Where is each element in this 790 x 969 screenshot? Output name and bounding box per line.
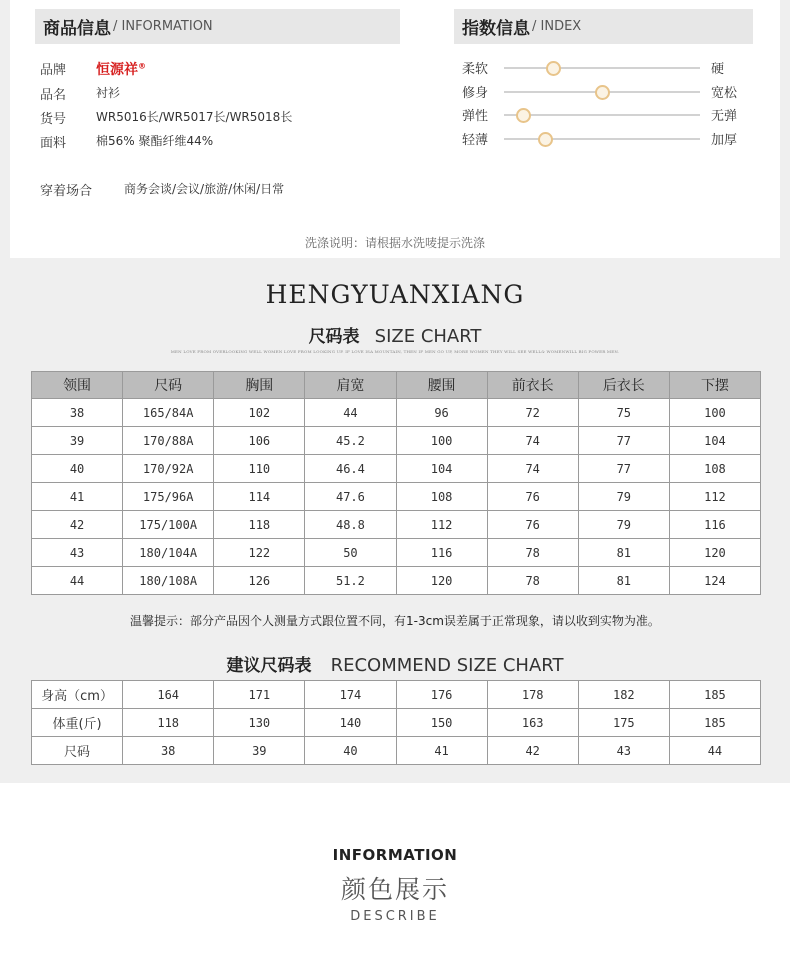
column-header: 腰围 <box>396 372 487 399</box>
info-key: 品名 <box>40 88 67 103</box>
table-cell: 45.2 <box>305 427 396 455</box>
row-label: 体重(斤) <box>32 709 123 737</box>
column-header: 后衣长 <box>578 372 669 399</box>
table-cell: 108 <box>396 483 487 511</box>
table-cell: 39 <box>214 737 305 765</box>
index-right-label: 加厚 <box>711 133 738 148</box>
column-header: 前衣长 <box>487 372 578 399</box>
describe-subheading: DESCRIBE <box>350 909 440 924</box>
index-row-fit <box>462 82 752 102</box>
recommend-title-en: RECOMMEND SIZE CHART <box>330 655 564 676</box>
table-cell: 118 <box>123 709 214 737</box>
table-cell: 39 <box>32 427 123 455</box>
table-cell: 120 <box>396 567 487 595</box>
index-marker <box>516 108 531 123</box>
table-cell: 44 <box>669 737 760 765</box>
table-cell: 178 <box>487 681 578 709</box>
table-cell: 76 <box>487 511 578 539</box>
table-cell: 104 <box>396 455 487 483</box>
table-cell: 165/84A <box>123 399 214 427</box>
column-header: 下摆 <box>669 372 760 399</box>
row-label: 身高（cm） <box>32 681 123 709</box>
table-cell: 77 <box>578 427 669 455</box>
table-row <box>32 483 761 511</box>
table-cell: 116 <box>396 539 487 567</box>
table-cell: 38 <box>32 399 123 427</box>
info-value: 商务会谈/会议/旅游/休闲/日常 <box>124 182 285 196</box>
index-row-elasticity <box>462 105 752 125</box>
table-cell: 79 <box>578 511 669 539</box>
table-cell: 174 <box>305 681 396 709</box>
index-track <box>504 114 700 116</box>
tagline: MEN LOVE FROM OVERLOOKING WELL WOMEN LOVE FROM LOOKING UP. IF LOVE ISA MOUNTAIN, THEN IF MEN GO UP, MORE WOMEN THEY WILL SEE WELL& WOMENWILL BIG POWER MEN. <box>170 349 620 354</box>
table-cell: 74 <box>487 427 578 455</box>
table-cell: 182 <box>578 681 669 709</box>
column-header: 胸围 <box>214 372 305 399</box>
table-cell: 180/108A <box>123 567 214 595</box>
size-chart-title-en: SIZE CHART <box>374 326 482 347</box>
info-value: 衬衫 <box>96 86 121 100</box>
size-table <box>31 371 761 595</box>
index-marker <box>595 85 610 100</box>
table-row <box>32 399 761 427</box>
table-cell: 78 <box>487 567 578 595</box>
size-chart-title <box>0 322 790 347</box>
info-row-brand <box>40 59 146 79</box>
index-right-label: 硬 <box>711 62 725 77</box>
table-cell: 78 <box>487 539 578 567</box>
info-row-fabric <box>40 132 213 151</box>
brand-wordmark: HENGYUANXIANG <box>265 280 525 309</box>
table-cell: 50 <box>305 539 396 567</box>
table-cell: 43 <box>578 737 669 765</box>
index-track <box>504 67 700 69</box>
table-cell: 42 <box>32 511 123 539</box>
table-cell: 112 <box>669 483 760 511</box>
table-cell: 163 <box>487 709 578 737</box>
index-row-softness <box>462 58 752 78</box>
wash-note: 洗涤说明：请根据水洗唛提示洗涤 <box>304 236 485 250</box>
table-cell: 51.2 <box>305 567 396 595</box>
table-cell: 116 <box>669 511 760 539</box>
table-row <box>32 737 761 765</box>
table-cell: 79 <box>578 483 669 511</box>
recommend-title <box>0 651 790 676</box>
table-cell: 185 <box>669 681 760 709</box>
table-cell: 77 <box>578 455 669 483</box>
table-cell: 47.6 <box>305 483 396 511</box>
table-cell: 40 <box>32 455 123 483</box>
table-cell: 130 <box>214 709 305 737</box>
recommend-table <box>31 680 761 765</box>
table-cell: 180/104A <box>123 539 214 567</box>
index-track <box>504 138 700 140</box>
table-cell: 44 <box>32 567 123 595</box>
table-row <box>32 567 761 595</box>
table-cell: 42 <box>487 737 578 765</box>
info-key: 面料 <box>40 136 67 151</box>
index-left-label: 轻薄 <box>462 133 489 148</box>
size-chart-title-cn: 尺码表 <box>308 327 360 347</box>
table-cell: 112 <box>396 511 487 539</box>
table-cell: 170/88A <box>123 427 214 455</box>
table-cell: 104 <box>669 427 760 455</box>
table-row <box>32 539 761 567</box>
size-tip: 温馨提示：部分产品因个人测量方式跟位置不同，有1-3cm误差属于正常现象，请以收到实物为准。 <box>130 614 660 628</box>
brand-name: 恒源祥® <box>96 61 146 78</box>
row-label: 尺码 <box>32 737 123 765</box>
index-left-label: 柔软 <box>462 62 489 77</box>
table-cell: 100 <box>669 399 760 427</box>
table-cell: 81 <box>578 567 669 595</box>
product-info-subtitle: / INFORMATION <box>113 19 213 34</box>
info-row-occasion <box>40 180 284 199</box>
info-row-name <box>40 84 120 103</box>
index-info-title: 指数信息 <box>462 19 530 39</box>
table-row <box>32 427 761 455</box>
describe-heading-cn: 颜色展示 <box>340 875 449 904</box>
index-right-label: 无弹 <box>711 109 738 124</box>
table-cell: 72 <box>487 399 578 427</box>
table-cell: 38 <box>123 737 214 765</box>
table-cell: 122 <box>214 539 305 567</box>
table-cell: 150 <box>396 709 487 737</box>
index-row-thickness <box>462 129 752 149</box>
table-cell: 96 <box>396 399 487 427</box>
info-key: 货号 <box>40 112 67 127</box>
column-header: 肩宽 <box>305 372 396 399</box>
table-cell: 74 <box>487 455 578 483</box>
info-key: 品牌 <box>40 63 67 78</box>
table-cell: 170/92A <box>123 455 214 483</box>
table-cell: 124 <box>669 567 760 595</box>
table-cell: 164 <box>123 681 214 709</box>
column-header: 领围 <box>32 372 123 399</box>
table-cell: 44 <box>305 399 396 427</box>
table-cell: 76 <box>487 483 578 511</box>
table-cell: 175/100A <box>123 511 214 539</box>
index-marker <box>538 132 553 147</box>
table-header-row <box>32 372 761 399</box>
table-cell: 46.4 <box>305 455 396 483</box>
table-cell: 48.8 <box>305 511 396 539</box>
product-info-header <box>35 9 400 44</box>
table-cell: 75 <box>578 399 669 427</box>
table-cell: 41 <box>396 737 487 765</box>
table-cell: 118 <box>214 511 305 539</box>
size-chart-section <box>0 270 790 783</box>
table-cell: 41 <box>32 483 123 511</box>
table-cell: 140 <box>305 709 396 737</box>
table-cell: 126 <box>214 567 305 595</box>
table-cell: 110 <box>214 455 305 483</box>
registered-mark: ® <box>138 61 146 71</box>
index-left-label: 弹性 <box>462 109 489 124</box>
info-key: 穿着场合 <box>40 184 93 199</box>
describe-heading-en: INFORMATION <box>332 846 458 864</box>
table-cell: 81 <box>578 539 669 567</box>
recommend-title-cn: 建议尺码表 <box>226 656 312 676</box>
table-cell: 43 <box>32 539 123 567</box>
table-cell: 120 <box>669 539 760 567</box>
table-cell: 175 <box>578 709 669 737</box>
table-cell: 176 <box>396 681 487 709</box>
index-left-label: 修身 <box>462 86 489 101</box>
info-value: 棉56% 聚酯纤维44% <box>96 134 214 148</box>
index-marker <box>546 61 561 76</box>
product-info-title: 商品信息 <box>43 19 111 39</box>
table-cell: 108 <box>669 455 760 483</box>
table-cell: 100 <box>396 427 487 455</box>
index-info-subtitle: / INDEX <box>532 19 582 34</box>
index-right-label: 宽松 <box>711 86 738 101</box>
table-cell: 102 <box>214 399 305 427</box>
table-cell: 114 <box>214 483 305 511</box>
table-cell: 175/96A <box>123 483 214 511</box>
info-row-sku <box>40 108 292 127</box>
table-row <box>32 455 761 483</box>
index-info-header <box>454 9 753 44</box>
product-info-section <box>0 0 790 270</box>
table-cell: 106 <box>214 427 305 455</box>
table-cell: 171 <box>214 681 305 709</box>
table-row <box>32 681 761 709</box>
column-header: 尺码 <box>123 372 214 399</box>
table-row <box>32 709 761 737</box>
table-cell: 40 <box>305 737 396 765</box>
table-cell: 185 <box>669 709 760 737</box>
table-row <box>32 511 761 539</box>
info-value: WR5016长/WR5017长/WR5018长 <box>96 110 293 124</box>
